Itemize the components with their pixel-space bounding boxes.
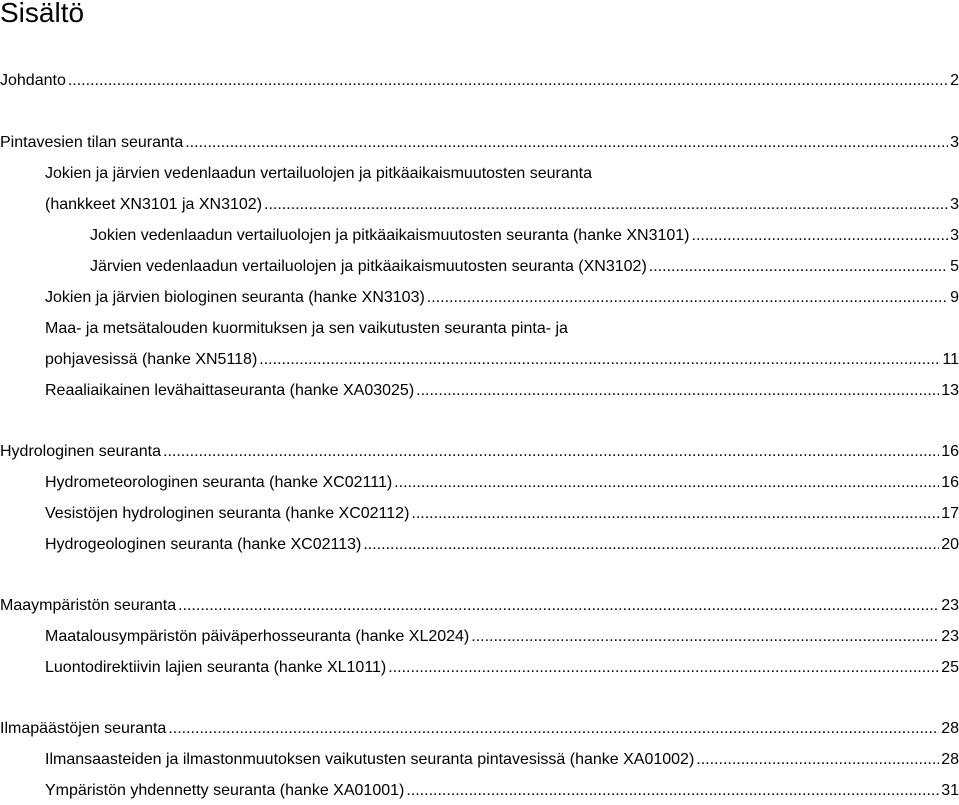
toc-entry-pintavesien-tilan-seuranta[interactable]	[0, 131, 959, 155]
toc-entry-text: Ilmapäästöjen seuranta	[0, 720, 167, 737]
toc-leader	[692, 224, 949, 248]
toc-entry-text: Vesistöjen hydrologinen seuranta (hanke XC02112)	[45, 505, 410, 522]
toc-entry-text: Johdanto	[0, 72, 66, 89]
toc-leader	[406, 779, 939, 803]
toc-entry-jokien-vedenlaatu[interactable]	[90, 224, 959, 248]
toc-page-number: 23	[941, 597, 959, 614]
toc-entry-yhdennetty-seuranta[interactable]	[45, 779, 959, 803]
toc-entry-text: Reaaliaikainen levähaittaseuranta (hanke XA03025)	[45, 382, 415, 399]
toc-page-number: 11	[942, 351, 959, 368]
toc-leader	[416, 379, 939, 403]
toc-entry-text: Pintavesien tilan seuranta	[0, 134, 184, 151]
toc-page-number: 23	[941, 628, 959, 645]
toc-page-number: 16	[941, 474, 959, 491]
toc-page-number: 16	[941, 443, 959, 460]
toc-leader	[363, 533, 939, 557]
toc-entry-johdanto[interactable]	[0, 69, 959, 93]
toc-leader	[696, 748, 939, 772]
toc-page-number: 3	[950, 134, 959, 151]
toc-entry-maaympariston-seuranta[interactable]	[0, 594, 959, 618]
toc-page-number: 31	[941, 782, 959, 799]
toc-entry-ilmapaastojen-seuranta[interactable]	[0, 717, 959, 741]
toc-leader	[168, 717, 939, 741]
toc-leader	[178, 594, 939, 618]
toc-entry-hydrometeorologinen[interactable]	[45, 471, 959, 495]
toc-leader	[394, 471, 939, 495]
toc-entry-vertailuolot-line2[interactable]	[45, 193, 959, 217]
toc-leader	[259, 348, 940, 372]
toc-entry-text: Jokien ja järvien biologinen seuranta (hanke XN3103)	[45, 289, 425, 306]
toc-entry-levahaittaseuranta[interactable]	[45, 379, 959, 403]
toc-entry-luontodirektiivi[interactable]	[45, 656, 959, 680]
toc-leader	[68, 69, 948, 93]
toc-entry-hydrogeologinen[interactable]	[45, 533, 959, 557]
toc-entry-text: Ilmansaasteiden ja ilmastonmuutoksen vaikutusten seuranta pintavesissä (hanke XA01002)	[45, 751, 695, 768]
toc-page-number: 5	[950, 258, 959, 275]
toc-page-number: 17	[941, 505, 959, 522]
toc-entry-paivaperhosseuranta[interactable]	[45, 625, 959, 649]
page-title: Sisältö	[0, 0, 85, 28]
toc-entry-text: Maatalousympäristön päiväperhosseuranta (hanke XL2024)	[45, 628, 470, 645]
toc-leader	[649, 255, 948, 279]
toc-entry-text: Jokien ja järvien vedenlaadun vertailuolojen ja pitkäaikaismuutosten seuranta	[45, 165, 593, 182]
toc-entry-text: Maaympäristön seuranta	[0, 597, 177, 614]
toc-entry-ilmansaasteet[interactable]	[45, 748, 959, 772]
toc-page-number: 3	[950, 196, 959, 213]
toc-entry-vesistojen-hydrologinen[interactable]	[45, 502, 959, 526]
toc-leader	[264, 193, 948, 217]
toc-entry-text: (hankkeet XN3101 ja XN3102)	[45, 196, 263, 213]
toc-page-number: 25	[941, 659, 959, 676]
toc-entry-text: Hydrogeologinen seuranta (hanke XC02113)	[45, 536, 362, 553]
toc-entry-text: Jokien vedenlaadun vertailuolojen ja pitkäaikaismuutosten seuranta (hanke XN3101)	[90, 227, 690, 244]
toc-leader	[471, 625, 939, 649]
toc-entry-text: Hydrologinen seuranta	[0, 443, 161, 460]
toc-entry-jarvien-vedenlaatu[interactable]	[90, 255, 959, 279]
toc-entry-text: Maa- ja metsätalouden kuormituksen ja sen vaikutusten seuranta pinta- ja	[45, 320, 568, 337]
toc-entry-text: Luontodirektiivin lajien seuranta (hanke XL1011)	[45, 659, 387, 676]
toc-page-number: 28	[941, 751, 959, 768]
toc-leader	[411, 502, 939, 526]
toc-entry-text: Ympäristön yhdennetty seuranta (hanke XA01001)	[45, 782, 405, 799]
toc-page-number: 28	[941, 720, 959, 737]
toc-page-number: 2	[950, 72, 959, 89]
toc-page-number: 9	[950, 289, 959, 306]
toc-entry-kuormitus-line2[interactable]	[45, 348, 959, 372]
toc-page-number: 20	[941, 536, 959, 553]
toc-entry-text: Hydrometeorologinen seuranta (hanke XC02111)	[45, 474, 393, 491]
toc-entry-hydrologinen-seuranta[interactable]	[0, 440, 959, 464]
toc-page-number: 13	[941, 382, 959, 399]
toc-page-number: 3	[950, 227, 959, 244]
toc-leader	[163, 440, 939, 464]
toc-leader	[185, 131, 948, 155]
toc-entry-text: Järvien vedenlaadun vertailuolojen ja pitkäaikaismuutosten seuranta (XN3102)	[90, 258, 647, 275]
toc-entry-vertailuolot-line1[interactable]	[45, 162, 959, 186]
toc-entry-biologinen-seuranta[interactable]	[45, 286, 959, 310]
toc-leader	[427, 286, 948, 310]
toc-entry-kuormitus-line1[interactable]	[45, 317, 959, 341]
toc-leader	[388, 656, 939, 680]
toc-entry-text: pohjavesissä (hanke XN5118)	[45, 351, 258, 368]
